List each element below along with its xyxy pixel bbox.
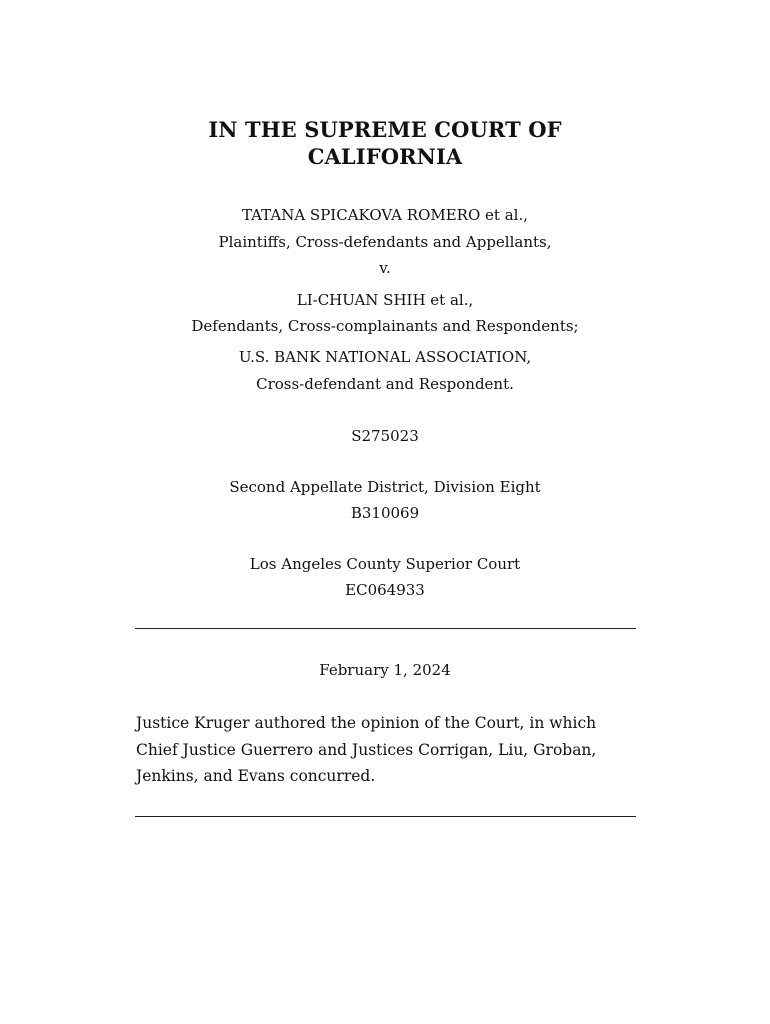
- trial-number: EC064933: [345, 581, 425, 599]
- plaintiff-role: Plaintiffs, Cross-defendants and Appellants,: [218, 233, 552, 251]
- appellate-court: Second Appellate District, Division Eight: [229, 478, 541, 496]
- defendant-role: Defendants, Cross-complainants and Respondents;: [191, 317, 579, 335]
- court-title: IN THE SUPREME COURT OF CALIFORNIA: [208, 117, 562, 169]
- defendant-name: LI-CHUAN SHIH et al.,: [296, 291, 474, 309]
- plaintiff-name: TATANA SPICAKOVA ROMERO et al.,: [241, 206, 528, 224]
- bottom-divider: [135, 816, 636, 817]
- authorship-paragraph: Justice Kruger authored the opinion of the Court, in which Chief Justice Guerrero and Justices Corrigan, Liu, Groban, Jenkins, and Evans concurred.: [136, 714, 597, 785]
- case-number: S275023: [351, 427, 419, 445]
- decision-date: February 1, 2024: [319, 661, 451, 679]
- cross-defendant-role: Cross-defendant and Respondent.: [256, 375, 514, 393]
- trial-court: Los Angeles County Superior Court: [249, 555, 521, 573]
- appellate-number: B310069: [350, 504, 420, 522]
- cross-defendant-name: U.S. BANK NATIONAL ASSOCIATION,: [238, 348, 532, 366]
- versus-label: v.: [379, 259, 391, 277]
- top-divider: [135, 628, 636, 629]
